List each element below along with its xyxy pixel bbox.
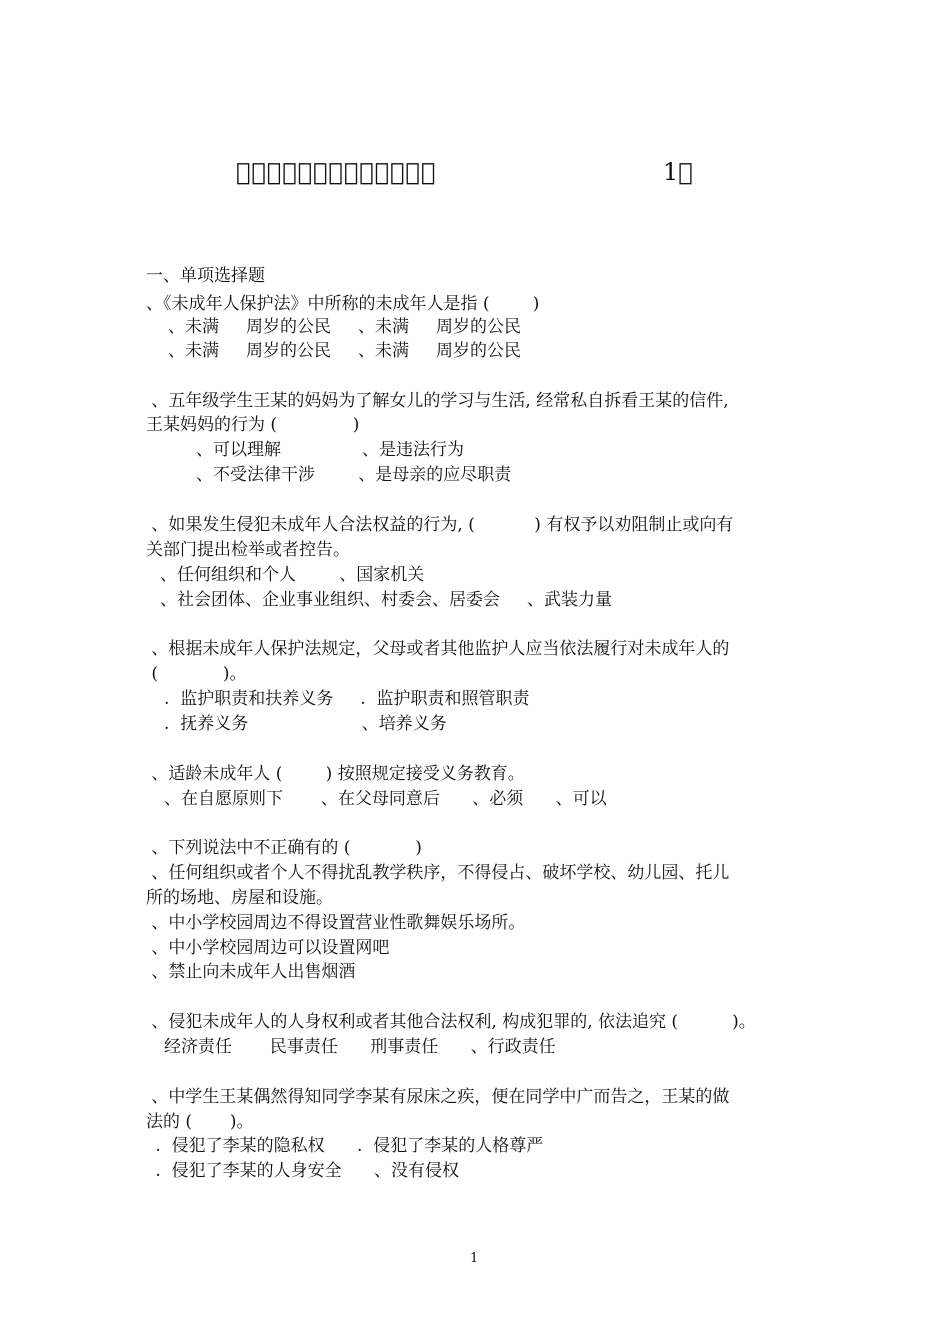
question-1-options-row-2: 、未满 周岁的公民 、未满 周岁的公民 — [168, 341, 522, 361]
question-5-options-row-1: 、在自愿原则下 、在父母同意后 、必须 、可以 — [164, 789, 607, 809]
question-8-options-row-1: . 侵犯了李某的隐私权 . 侵犯了李某的人格尊严 — [150, 1136, 544, 1156]
question-8-options-row-2: . 侵犯了李某的人身安全 、没有侵权 — [150, 1161, 460, 1181]
question-3-options-row-1: 、任何组织和个人 、国家机关 — [160, 565, 425, 585]
question-6-option-d: 、禁止向未成年人出售烟酒 — [146, 962, 356, 982]
question-4-options-row-1: . 监护职责和扶养义务 . 监护职责和照管职责 — [164, 689, 530, 709]
question-3-stem-line-2: 关部门提出检举或者控告。 — [146, 540, 350, 560]
document-title-suffix: 1􀀀 — [663, 158, 693, 186]
question-6-option-a-line-2: 所的场地、房屋和设施。 — [146, 888, 333, 908]
question-7-options-row-1: 经济责任 民事责任 刑事责任 、行政责任 — [164, 1037, 556, 1057]
question-8-stem-line-1: 、中学生王某偶然得知同学李某有尿床之疾，便在同学中广而告之，王某的做 — [146, 1087, 730, 1107]
question-7-stem: 、侵犯未成年人的人身权利或者其他合法权利, 构成犯罪的, 依法追究 ( )。 — [146, 1012, 756, 1032]
question-6-option-c: 、中小学校园周边可以设置网吧 — [146, 938, 390, 958]
question-6-option-a-line-1: 、任何组织或者个人不得扰乱教学秩序，不得侵占、破坏学校、幼儿园、托儿 — [146, 863, 730, 883]
question-3-stem-line-1: 、如果发生侵犯未成年人合法权益的行为, ( ) 有权予以劝阻制止或向有 — [146, 515, 734, 535]
question-4-options-row-2: . 抚养义务 、培养义务 — [164, 714, 447, 734]
question-8-stem-line-2: 法的 ( )。 — [146, 1112, 254, 1132]
question-4-stem-line-2: ( )。 — [146, 664, 247, 684]
question-6-option-b: 、中小学校园周边不得设置营业性歌舞娱乐场所。 — [146, 913, 526, 933]
question-3-options-row-2: 、社会团体、企业事业组织、村委会、居委会 、武装力量 — [160, 590, 613, 610]
section-heading: 一、单项选择题 — [146, 266, 265, 286]
question-6-stem: 、下列说法中不正确有的 ( ) — [146, 838, 422, 858]
question-1-stem: 、《未成年人保护法》中所称的未成年人是指 ( ) — [146, 294, 540, 314]
question-2-stem-line-1: 、五年级学生王某的妈妈为了解女儿的学习与生活, 经常私自拆看王某的信件, — [146, 391, 729, 411]
question-5-stem: 、适龄未成年人 ( ) 按照规定接受义务教育。 — [146, 764, 525, 784]
question-2-stem-line-2: 王某妈妈的行为 ( ) — [146, 415, 360, 435]
question-2-options-row-1: 、可以理解 、是违法行为 — [196, 440, 465, 460]
page-number: 1 — [470, 1251, 479, 1266]
document-title: 􀀀􀀀􀀀􀀀􀀀􀀀􀀀􀀀􀀀􀀀􀀀􀀀􀀀 — [236, 158, 437, 186]
question-2-options-row-2: 、不受法律干涉 、是母亲的应尽职责 — [196, 465, 512, 485]
question-4-stem-line-1: 、根据未成年人保护法规定，父母或者其他监护人应当依法履行对未成年人的 — [146, 639, 730, 659]
question-1-options-row-1: 、未满 周岁的公民 、未满 周岁的公民 — [168, 317, 522, 337]
